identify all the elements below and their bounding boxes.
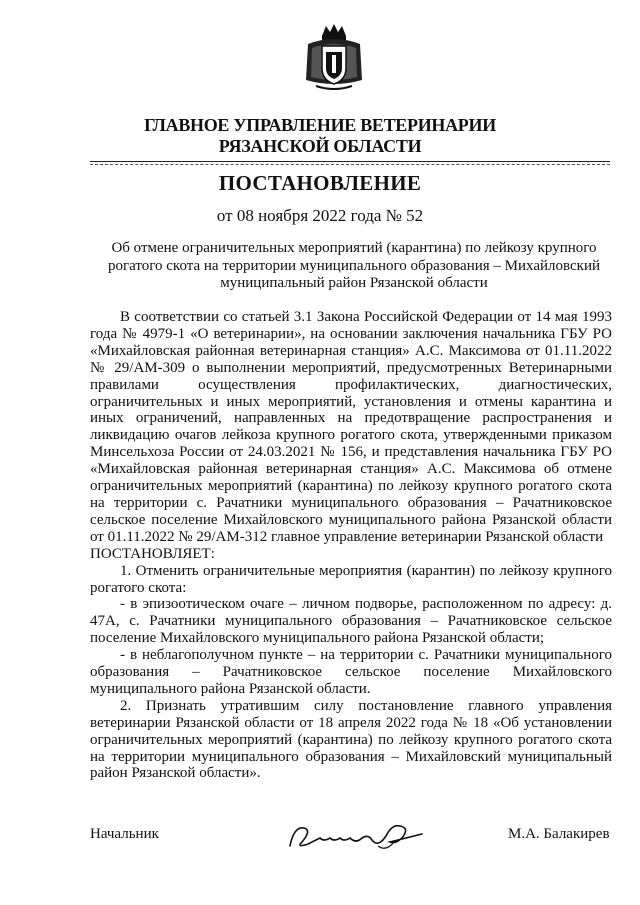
- document-subject: Об отмене ограничительных мероприятий (карантина) по лейкозу крупного рогатого скота на территории муниципального образования – Михайловский муниципальный район Рязанской области: [107, 240, 601, 291]
- organization-name-line2: РЯЗАНСКОЙ ОБЛАСТИ: [218, 136, 422, 156]
- handwritten-signature: [282, 812, 432, 860]
- body-paragraph-subitem-1: - в эпизоотическом очаге – личном подворье, расположенном по адресу: д. 47А, с. Рачатники муниципального образования – Рачатниковское сельское поселение Михайловского муниципального района Рязанской области;: [90, 596, 612, 647]
- document-date-number: от 08 ноября 2022 года № 52: [216, 206, 424, 225]
- signatory-role: Начальник: [90, 826, 159, 842]
- header-divider-secondary: [90, 164, 610, 165]
- document-title: ПОСТАНОВЛЕНИЕ: [218, 171, 422, 195]
- body-paragraph-resolution: ПОСТАНОВЛЯЕТ:: [90, 545, 215, 562]
- document-body: [90, 309, 612, 782]
- body-paragraph-preamble: В соответствии со статьей 3.1 Закона Российской Федерации от 14 мая 1993 года № 4979-1 «О ветеринарии», на основании заключения начальника ГБУ РО «Михайловская районная ветеринарная станция» А.С. Максимова от 01.11.2022 № 29/АМ-309 о выполнении мероприятий, предусмотренных Ветеринарными правилами осуществления профилактических, диагностических, ограничительных и иных мероприятий, установления и отмены карантина и иных ограничений, направленных на предотвращение распространения и ликвидацию очагов лейкоза крупного рогатого скота, утвержденными приказом Минсельхоза России от 24.03.2021 № 156, и представления начальника ГБУ РО «Михайловская районная ветеринарная станция» А.С. Максимова об отмене ограничительных мероприятий (карантина) по лейкозу крупного рогатого скота на территории с. Рачатники муниципального образования – Рачатниковское сельское поселение Михайловского муниципального района Рязанской области от 01.11.2022 № 29/АМ-312 главное управление ветеринарии Рязанской области: [90, 309, 612, 545]
- signatory-name: М.А. Балакирев: [508, 826, 610, 842]
- body-paragraph-item-2: 2. Признать утратившим силу постановление главного управления ветеринарии Рязанской области от 18 апреля 2022 года № 18 «Об установлении ограничительных мероприятий (карантина) по лейкозу крупного рогатого скота на территории муниципального образования – Михайловский муниципальный район Рязанской области».: [90, 697, 612, 782]
- body-paragraph-subitem-2: - в неблагополучном пункте – на территории с. Рачатники муниципального образования – Рачатниковское сельское поселение Михайловского муниципального района Рязанской области.: [90, 647, 612, 697]
- header-divider: [90, 161, 610, 162]
- organization-name-line1: ГЛАВНОЕ УПРАВЛЕНИЕ ВЕТЕРИНАРИИ: [144, 115, 496, 135]
- coat-of-arms-icon: [302, 22, 366, 94]
- body-paragraph-item-1: 1. Отменить ограничительные мероприятия (карантин) по лейкозу крупного рогатого скота:: [90, 562, 612, 596]
